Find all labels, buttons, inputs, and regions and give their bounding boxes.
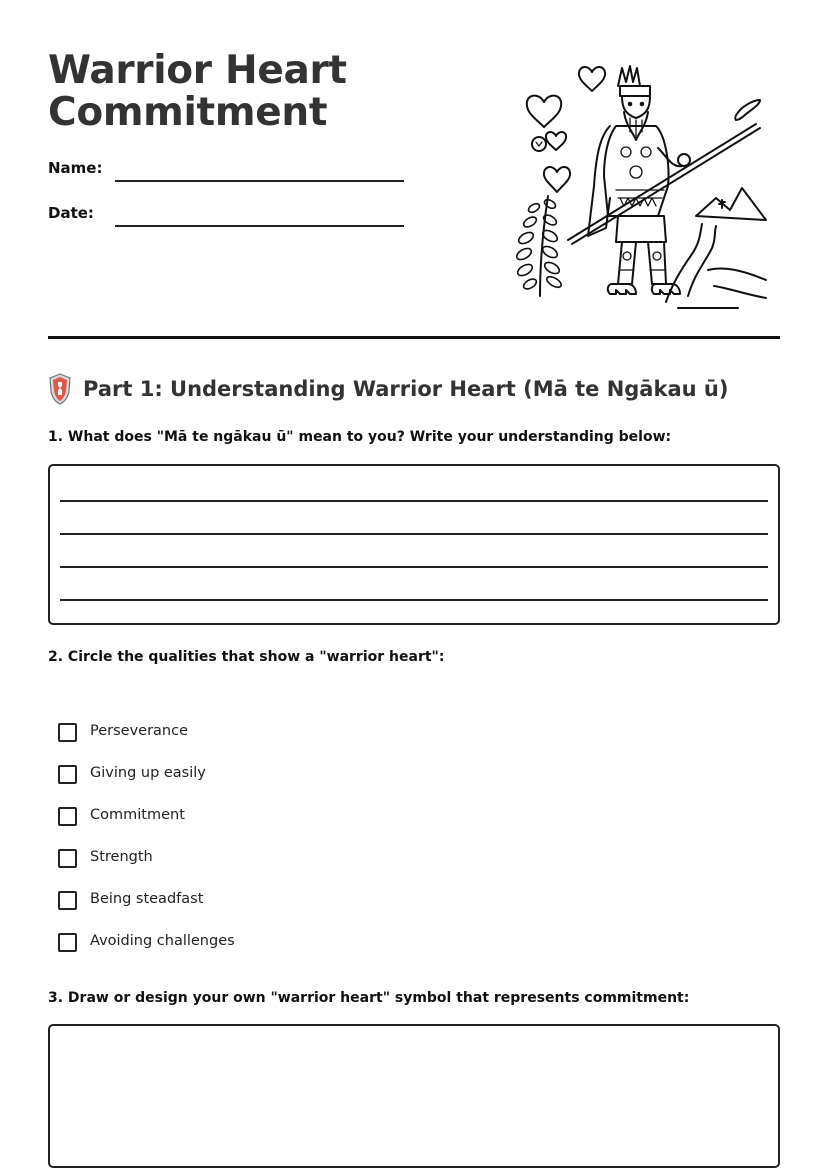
writing-line <box>60 566 768 568</box>
writing-line <box>60 500 768 502</box>
warrior-with-spear-icon <box>508 56 778 316</box>
checkbox[interactable] <box>58 723 77 742</box>
part1-title: Part 1: Understanding Warrior Heart (Mā te Ngākau ū) <box>83 377 729 401</box>
option-giving-up-easily[interactable] <box>58 752 458 794</box>
option-label: Perseverance <box>90 723 189 739</box>
writing-line <box>60 599 768 601</box>
question-1: 1. What does "Mā te ngākau ū" mean to you? Write your understanding below: <box>48 429 672 445</box>
part1-heading <box>48 372 728 406</box>
heart-icon <box>527 96 561 127</box>
qualities-list <box>58 710 458 962</box>
checkbox[interactable] <box>58 849 77 868</box>
question-2: 2. Circle the qualities that show a "warrior heart": <box>48 649 445 665</box>
checkbox[interactable] <box>58 765 77 784</box>
option-label: Avoiding challenges <box>90 933 235 949</box>
option-commitment[interactable] <box>58 794 458 836</box>
question-3: 3. Draw or design your own "warrior heart" symbol that represents commitment: <box>48 990 690 1006</box>
option-label: Being steadfast <box>90 891 204 907</box>
date-label: Date: <box>48 204 94 222</box>
option-label: Giving up easily <box>90 765 206 781</box>
page-title: Warrior Heart Commitment <box>48 48 347 135</box>
date-line[interactable] <box>115 225 404 227</box>
name-field[interactable] <box>48 159 408 183</box>
name-label: Name: <box>48 159 103 177</box>
option-strength[interactable] <box>58 836 458 878</box>
question-3-drawing-box[interactable] <box>48 1024 780 1168</box>
writing-line <box>60 533 768 535</box>
option-avoiding-challenges[interactable] <box>58 920 458 962</box>
option-perseverance[interactable] <box>58 710 458 752</box>
checkbox[interactable] <box>58 807 77 826</box>
date-field[interactable] <box>48 204 408 228</box>
checkbox[interactable] <box>58 891 77 910</box>
heart-icon <box>546 132 566 150</box>
question-1-answer-box[interactable] <box>48 464 780 625</box>
option-label: Strength <box>90 849 153 865</box>
option-label: Commitment <box>90 807 185 823</box>
heart-icon <box>544 167 570 192</box>
shield-icon <box>48 373 72 405</box>
header-divider <box>48 336 780 339</box>
heart-icon <box>579 67 605 91</box>
name-line[interactable] <box>115 180 404 182</box>
checkbox[interactable] <box>58 933 77 952</box>
option-being-steadfast[interactable] <box>58 878 458 920</box>
